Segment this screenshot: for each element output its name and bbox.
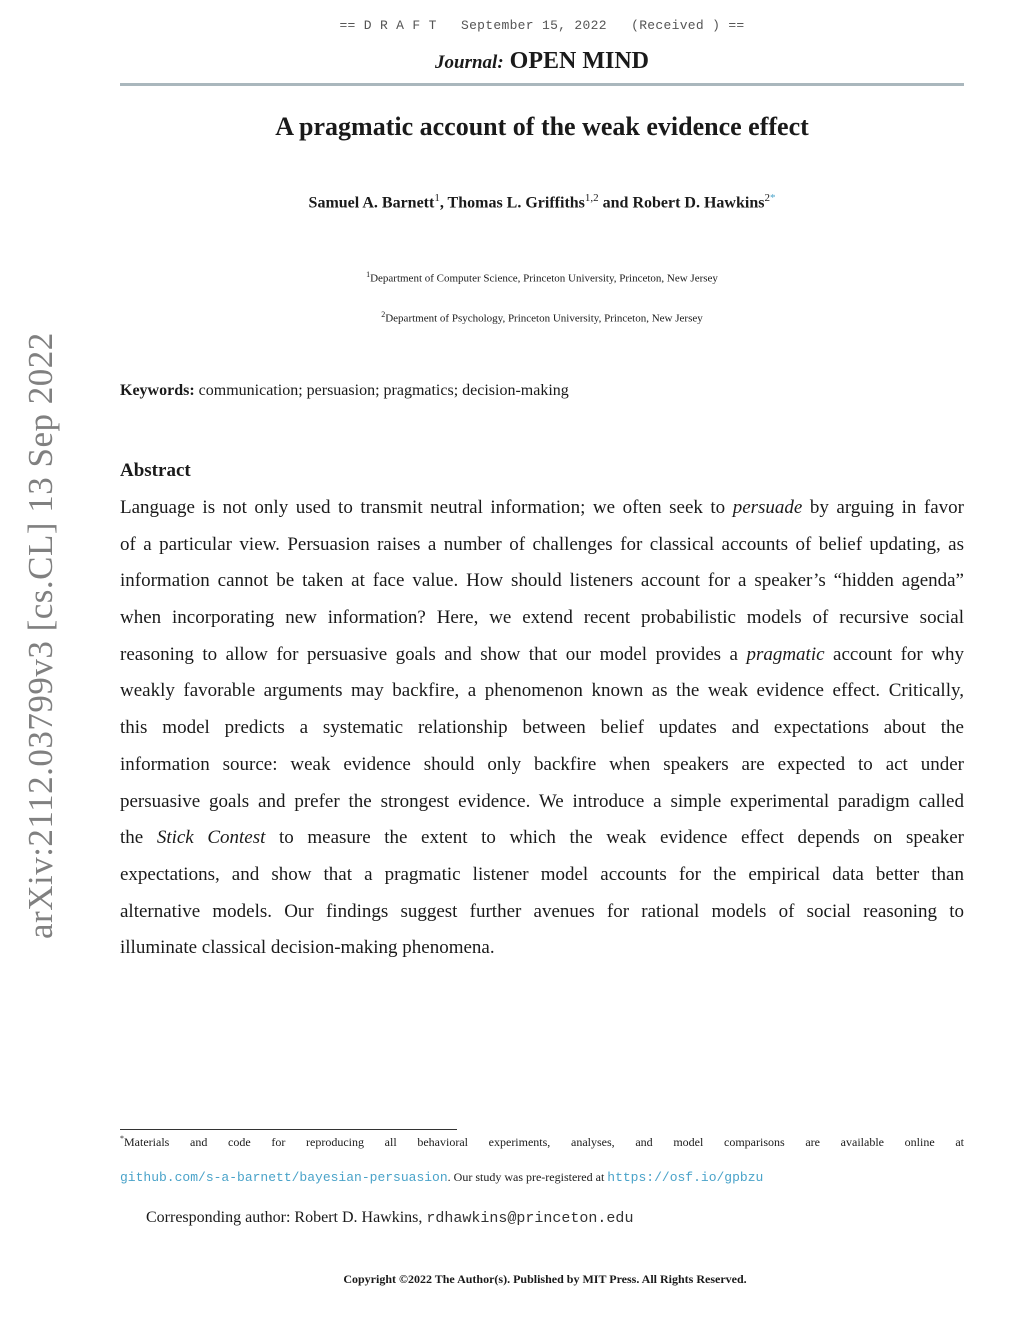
footnote-line-1: [120, 1134, 964, 1150]
abstract-line: [120, 894, 964, 931]
repo-link[interactable]: github.com/s-a-barnett/bayesian-persuasion: [120, 1170, 448, 1185]
author-separator: ,: [439, 194, 448, 212]
abstract-text: expectations, and show that a pragmatic listener model accounts for the empirical data better than: [120, 863, 964, 885]
author-name: Thomas L. Griffiths: [447, 194, 585, 212]
abstract-text: of a particular view. Persuasion raises a number of challenges for classical accounts of belief updating, as: [120, 533, 964, 555]
abstract-line: [120, 710, 964, 747]
affiliation-sup: 2: [381, 310, 386, 319]
abstract-line: [120, 563, 964, 600]
draft-banner: == D R A F T September 15, 2022 (Received ) ==: [339, 18, 745, 33]
corresponding-author: [146, 1209, 633, 1227]
abstract-text: the: [120, 827, 157, 849]
abstract-text: this model predicts a systematic relationship between belief updates and expectations about the: [120, 717, 964, 739]
abstract-line: [120, 747, 964, 784]
abstract-text: persuasive goals and prefer the strongest evidence. We introduce a simple experimental paradigm called: [120, 790, 964, 812]
osf-link[interactable]: https://osf.io/gpbzu: [607, 1170, 764, 1185]
affiliation-sup: 1: [366, 270, 371, 279]
abstract-line: [120, 527, 964, 564]
corresponding-label: Corresponding author: Robert D. Hawkins,: [146, 1209, 427, 1226]
abstract-text: information cannot be taken at face value. How should listeners account for a speaker’s “hidden agenda”: [120, 570, 964, 592]
keywords-label: Keywords:: [120, 382, 195, 399]
abstract-text: when incorporating new information? Here, we extend recent probabilistic models of recursive social: [120, 607, 964, 629]
affiliation-text: Department of Computer Science, Princeton University, Princeton, New Jersey: [370, 272, 718, 285]
author-affil-sup: 2: [764, 192, 770, 204]
abstract-text: illuminate classical decision-making phenomena.: [120, 937, 495, 959]
abstract-emphasis: pragmatic: [746, 643, 825, 665]
journal-label: Journal:: [435, 52, 504, 73]
abstract-emphasis: persuade: [732, 497, 803, 518]
affiliation-text: Department of Psychology, Princeton University, Princeton, New Jersey: [385, 312, 703, 325]
author-name: Robert D. Hawkins: [632, 194, 765, 212]
abstract-line: [120, 490, 964, 527]
abstract-line: [120, 930, 964, 967]
abstract-text: information source: weak evidence should only backfire when speakers are expected to act under: [120, 753, 964, 775]
abstract-text: reasoning to allow for persuasive goals and show that our model provides a: [120, 643, 747, 665]
abstract-line: [120, 820, 964, 857]
abstract-line: [120, 857, 964, 894]
journal-name: OPEN MIND: [509, 48, 649, 74]
author-affil-sup: 1: [434, 192, 440, 204]
keywords-list: communication; persuasion; pragmatics; decision-making: [198, 382, 569, 399]
abstract-emphasis: Stick Contest: [156, 827, 266, 849]
corresponding-email[interactable]: rdhawkins@princeton.edu: [426, 1210, 634, 1227]
abstract-heading: Abstract: [120, 460, 191, 481]
keywords: [120, 382, 569, 400]
arxiv-stamp: arXiv:2112.03799v3 [cs.CL] 13 Sep 2022: [21, 332, 60, 939]
abstract-line: [120, 637, 964, 674]
footnote-rule: [120, 1129, 457, 1130]
abstract-text: Language is not only used to transmit neutral information; we often seek to: [120, 497, 733, 518]
abstract-line: [120, 600, 964, 637]
author-affil-sup: 1,2: [584, 192, 599, 204]
footnote-line-2: [120, 1170, 763, 1185]
abstract-text: account for why: [824, 643, 964, 665]
footnote-middle-text: . Our study was pre-registered at: [447, 1170, 608, 1184]
author-separator: and: [598, 194, 633, 212]
abstract-text: alternative models. Our findings suggest further avenues for rational models of social reasoning to: [120, 900, 964, 922]
abstract-line: [120, 784, 964, 821]
header-rule: [120, 83, 964, 86]
corresponding-star-link[interactable]: *: [769, 192, 776, 204]
abstract-text: to measure the extent to which the weak evidence effect depends on speaker: [265, 827, 965, 849]
affiliation-1: [0, 270, 1024, 285]
paper-title: A pragmatic account of the weak evidence effect: [275, 112, 809, 141]
footnote-star: *: [120, 1134, 124, 1143]
abstract-body: [120, 490, 964, 967]
author-name: Samuel A. Barnett: [308, 194, 435, 212]
author-list: [0, 192, 1024, 212]
abstract-text: weakly favorable arguments may backfire, a phenomenon known as the weak evidence effect. Critically,: [120, 680, 964, 702]
affiliation-2: [0, 310, 1024, 325]
abstract-text: by arguing in favor: [802, 497, 964, 518]
footnote-text: Materials and code for reproducing all behavioral experiments, analyses, and model comparisons are available online at: [124, 1135, 964, 1149]
copyright-notice: Copyright ©2022 The Author(s). Published by MIT Press. All Rights Reserved.: [343, 1272, 747, 1286]
journal-header: [0, 48, 1024, 75]
abstract-line: [120, 673, 964, 710]
